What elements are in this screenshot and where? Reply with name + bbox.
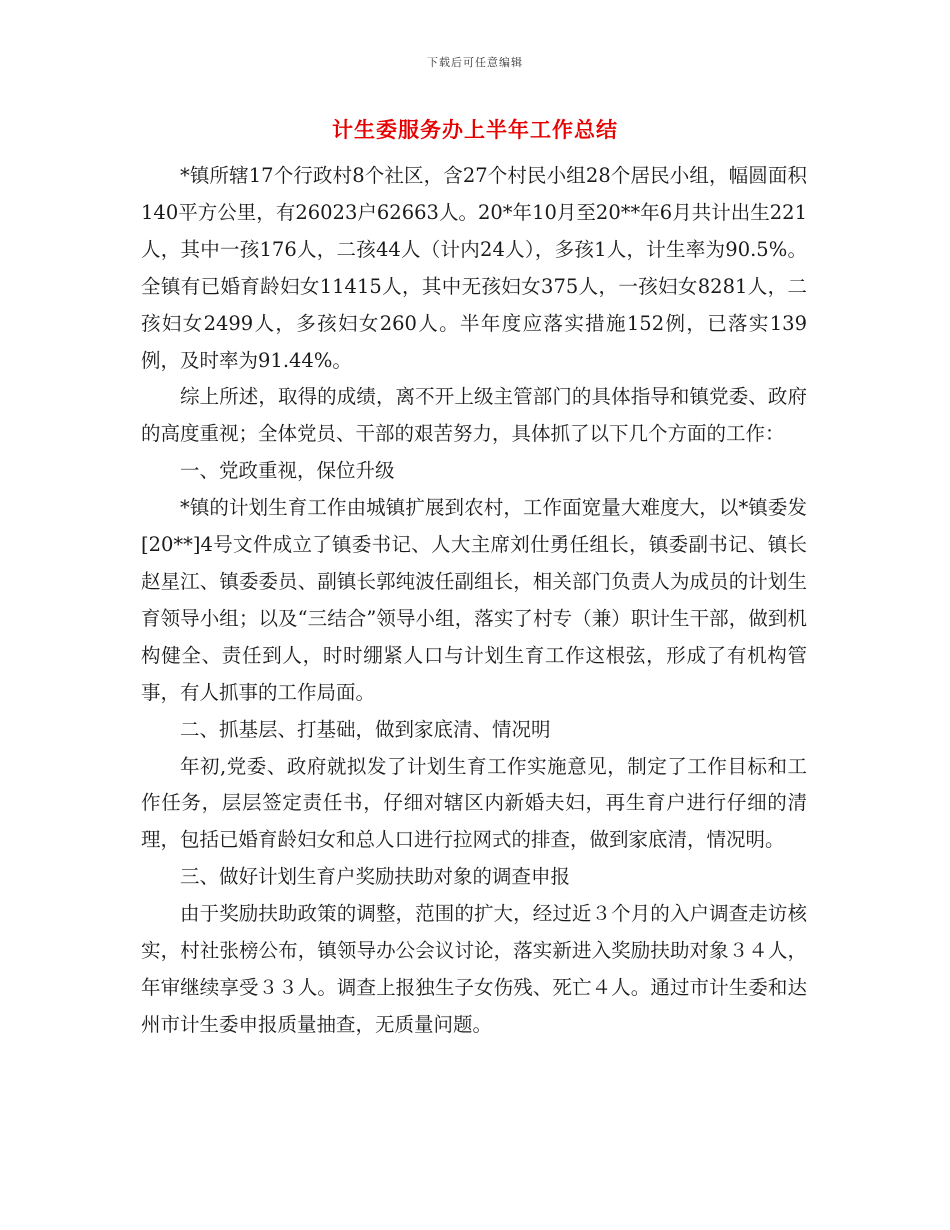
section-heading-1: 一、党政重视，保位升级 bbox=[180, 459, 395, 483]
paragraph-section-1: *镇的计划生育工作由城镇扩展到农村，工作面宽量大难度大，以*镇委发[20**]4号文件成立了镇委书记、人大主席刘仕勇任组长，镇委副书记、镇长赵星江、镇委委员、副镇长郭纯波任副组长，相关部门负责人为成员的计划生育领导小组；以及“三结合”领导小组，落实了村专（兼）职计生干部，做到机构健全、责任到人，时时绷紧人口与计划生育工作这根弦，形成了有机构管事，有人抓事的工作局面。 bbox=[141, 496, 807, 704]
section-heading-3: 三、做好计划生育户奖励扶助对象的调查申报 bbox=[180, 865, 571, 889]
header-note: 下载后可任意编辑 bbox=[427, 56, 523, 69]
paragraph-overview: *镇所辖17个行政村8个社区，含27个村民小组28个居民小组，幅圆面积140平方公里，有26023户62663人。20*年10月至20**年6月共计出生221人，其中一孩176人，二孩44人（计内24人），多孩1人，计生率为90.5%。全镇有已婚育龄妇女11415人，其中无孩妇女375人，一孩妇女8281人，二孩妇女2499人，多孩妇女260人。半年度应落实措施152例，已落实139例，及时率为91.44%。 bbox=[141, 164, 807, 372]
section-heading-2: 二、抓基层、打基础，做到家底清、情况明 bbox=[180, 717, 551, 741]
paragraph-section-2: 年初,党委、政府就拟发了计划生育工作实施意见，制定了工作目标和工作任务，层层签定责任书，仔细对辖区内新婚夫妇，再生育户进行仔细的清理，包括已婚育龄妇女和总人口进行拉网式的排查，做到家底清，情况明。 bbox=[141, 754, 807, 852]
paragraph-summary: 综上所述，取得的成绩，离不开上级主管部门的具体指导和镇党委、政府的高度重视；全体党员、干部的艰苦努力，具体抓了以下几个方面的工作： bbox=[141, 385, 807, 446]
document-body bbox=[141, 158, 807, 1044]
paragraph-section-3: 由于奖励扶助政策的调整，范围的扩大，经过近３个月的入户调查走访核实，村社张榜公布，镇领导办公会议讨论，落实新进入奖励扶助对象３４人，年审继续享受３３人。调查上报独生子女伤残、死亡４人。通过市计生委和达州市计生委申报质量抽查，无质量问题。 bbox=[141, 902, 807, 1036]
document-title: 计生委服务办上半年工作总结 bbox=[332, 117, 618, 142]
